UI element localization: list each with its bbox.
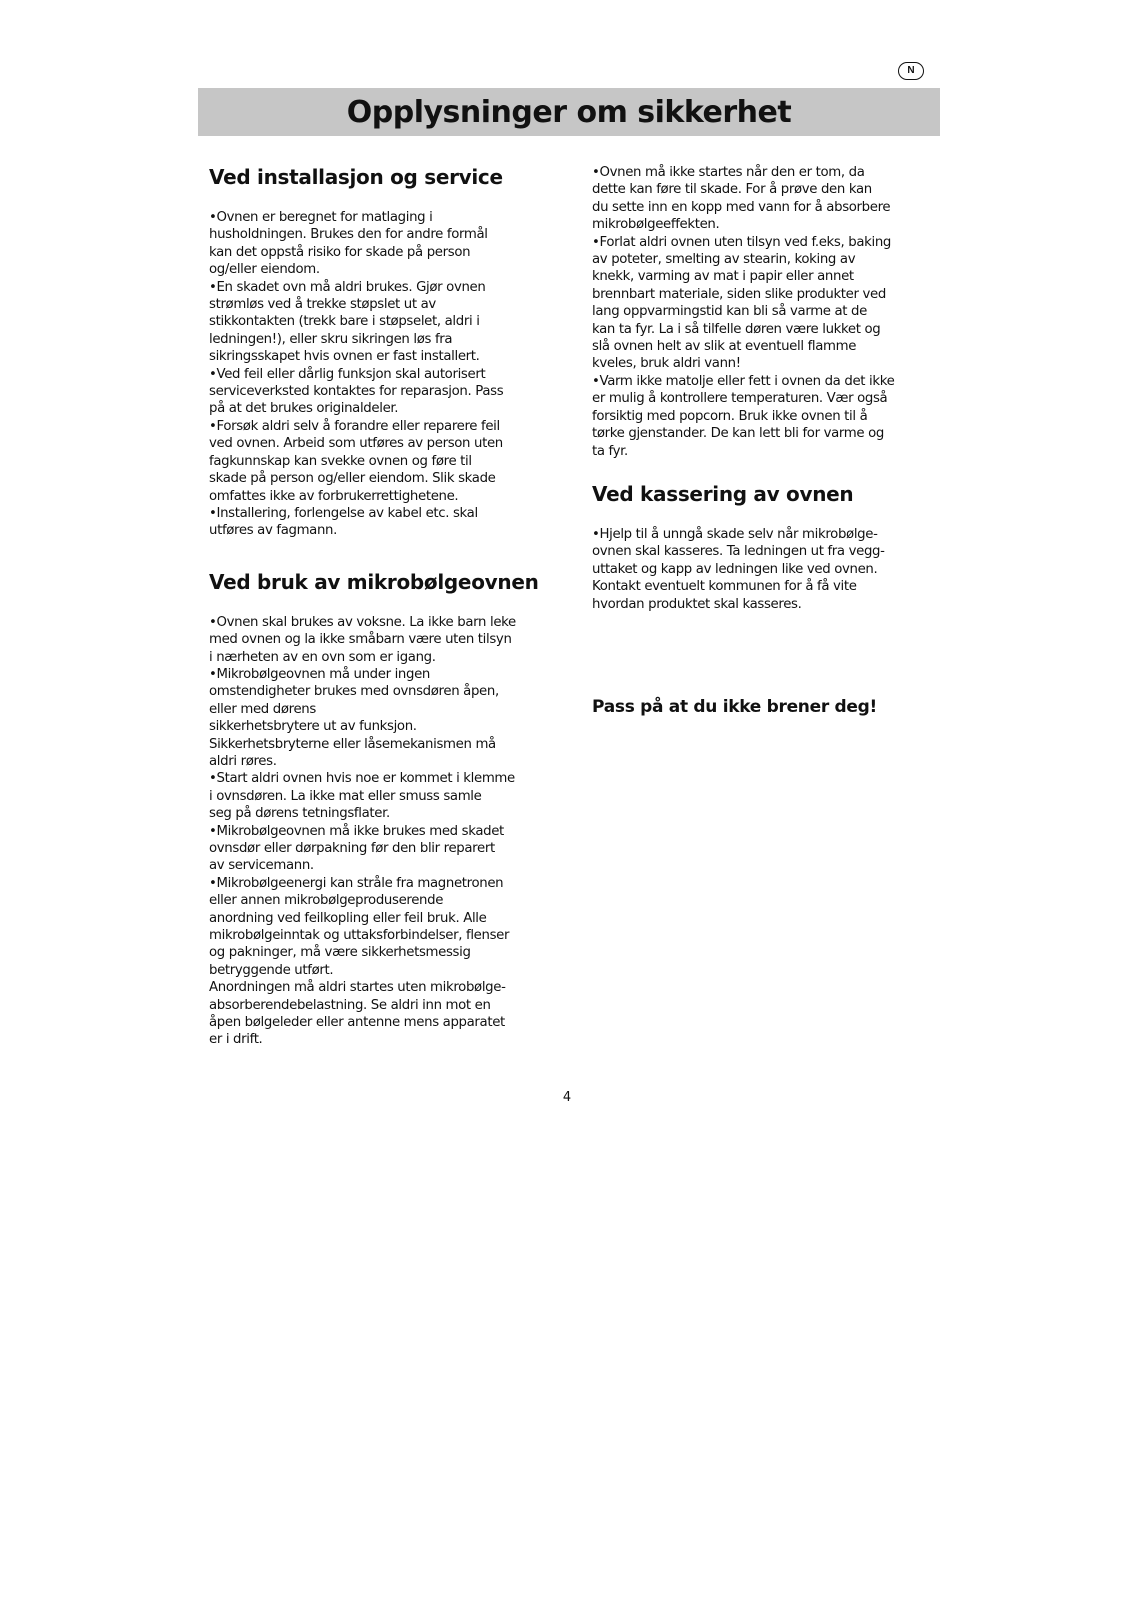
heading-disposal: Ved kassering av ovnen — [592, 481, 854, 506]
left-column — [209, 160, 545, 1049]
title-bar — [198, 88, 940, 136]
burn-warning: Pass på at du ikke brener deg! — [592, 696, 877, 717]
text-usage: •Ovnen skal brukes av voksne. La ikke barn leke med ovnen og la ikke småbarn være uten tilsyn i nærheten av en ovn som er igang. •Mikrobølgeovnen må under ingen omstendigheter brukes med ovnsdøren åpen, eller med dørens sikkerhetsbrytere ut av funksjon. Sikkerhetsbryterne eller låsemekanismen må aldri røres. •Start aldri ovnen hvis noe er kommet i klemme i ovnsdøren. La ikke mat eller smuss samle seg på dørens tetningsflater. •Mikrobølgeovnen må ikke brukes med skadet ovnsdør eller dørpakning før den blir reparert av servicemann. •Mikrobølgeenergi kan stråle fra magnetronen eller annen mikrobølgeproduserende anordning ved feilkopling eller feil bruk. Alle mikrobølgeinntak og uttaksforbindelser, flenser og pakninger, må være sikkerhetsmessig betryggende utført. Anordningen må aldri startes uten mikrobølge- absorberendebelastning. Se aldri inn mot en åpen bølgeleder eller antenne mens apparatet er i drift. — [209, 614, 516, 1048]
page-number: 4 — [562, 1090, 572, 1105]
heading-usage: Ved bruk av mikrobølgeovnen — [209, 569, 539, 594]
page-title: Opplysninger om sikkerhet — [346, 94, 792, 130]
text-disposal: •Hjelp til å unngå skade selv når mikrobølge- ovnen skal kasseres. Ta ledningen ut fra vegg- uttaket og kapp av ledningen like ved ovnen. Kontakt eventuelt kommunen for å få vite hvordan produktet skal kasseres. — [592, 526, 885, 612]
text-usage-continued: •Ovnen må ikke startes når den er tom, da dette kan føre til skade. For å prøve den kan du sette inn en kopp med vann for å absorbere mikrobølgeeffekten. •Forlat aldri ovnen uten tilsyn ved f.eks, baking av poteter, smelting av stearin, koking av knekk, varming av mat i papir eller annet brennbart materiale, siden slike produkter ved lang oppvarmingstid kan bli så varme at de kan ta fyr. La i så tilfelle døren være lukket og slå ovnen helt av slik at eventuell flamme kveles, bruk aldri vann! •Varm ikke matolje eller fett i ovnen da det ikke er mulig å kontrollere temperaturen. Vær også forsiktig med popcorn. Bruk ikke ovnen til å tørke gjenstander. De kan lett bli for varme og ta fyr. — [592, 165, 895, 459]
language-badge: N — [898, 62, 924, 80]
heading-installation: Ved installasjon og service — [209, 165, 503, 189]
text-installation: •Ovnen er beregnet for matlaging i husholdningen. Brukes den for andre formål kan det oppstå risiko for skade på person og/eller eiendom. •En skadet ovn må aldri brukes. Gjør ovnen strømløs ved å trekke støpslet ut av stikkontakten (trekk bare i støpselet, aldri i ledningen!), eller skru sikringen løs fra sikringsskapet hvis ovnen er fast installert. •Ved feil eller dårlig funksjon skal autorisert serviceverksted kontaktes for reparasjon. Pass på at det brukes originaldeler. •Forsøk aldri selv å forandre eller reparere feil ved ovnen. Arbeid som utføres av person uten fagkunnskap kan svekke ovnen og føre til skade på person og/eller eiendom. Slik skade omfattes ikke av forbrukerrettighetene. •Installering, forlengelse av kabel etc. skal utføres av fagmann. — [209, 210, 504, 539]
right-column — [592, 160, 922, 717]
